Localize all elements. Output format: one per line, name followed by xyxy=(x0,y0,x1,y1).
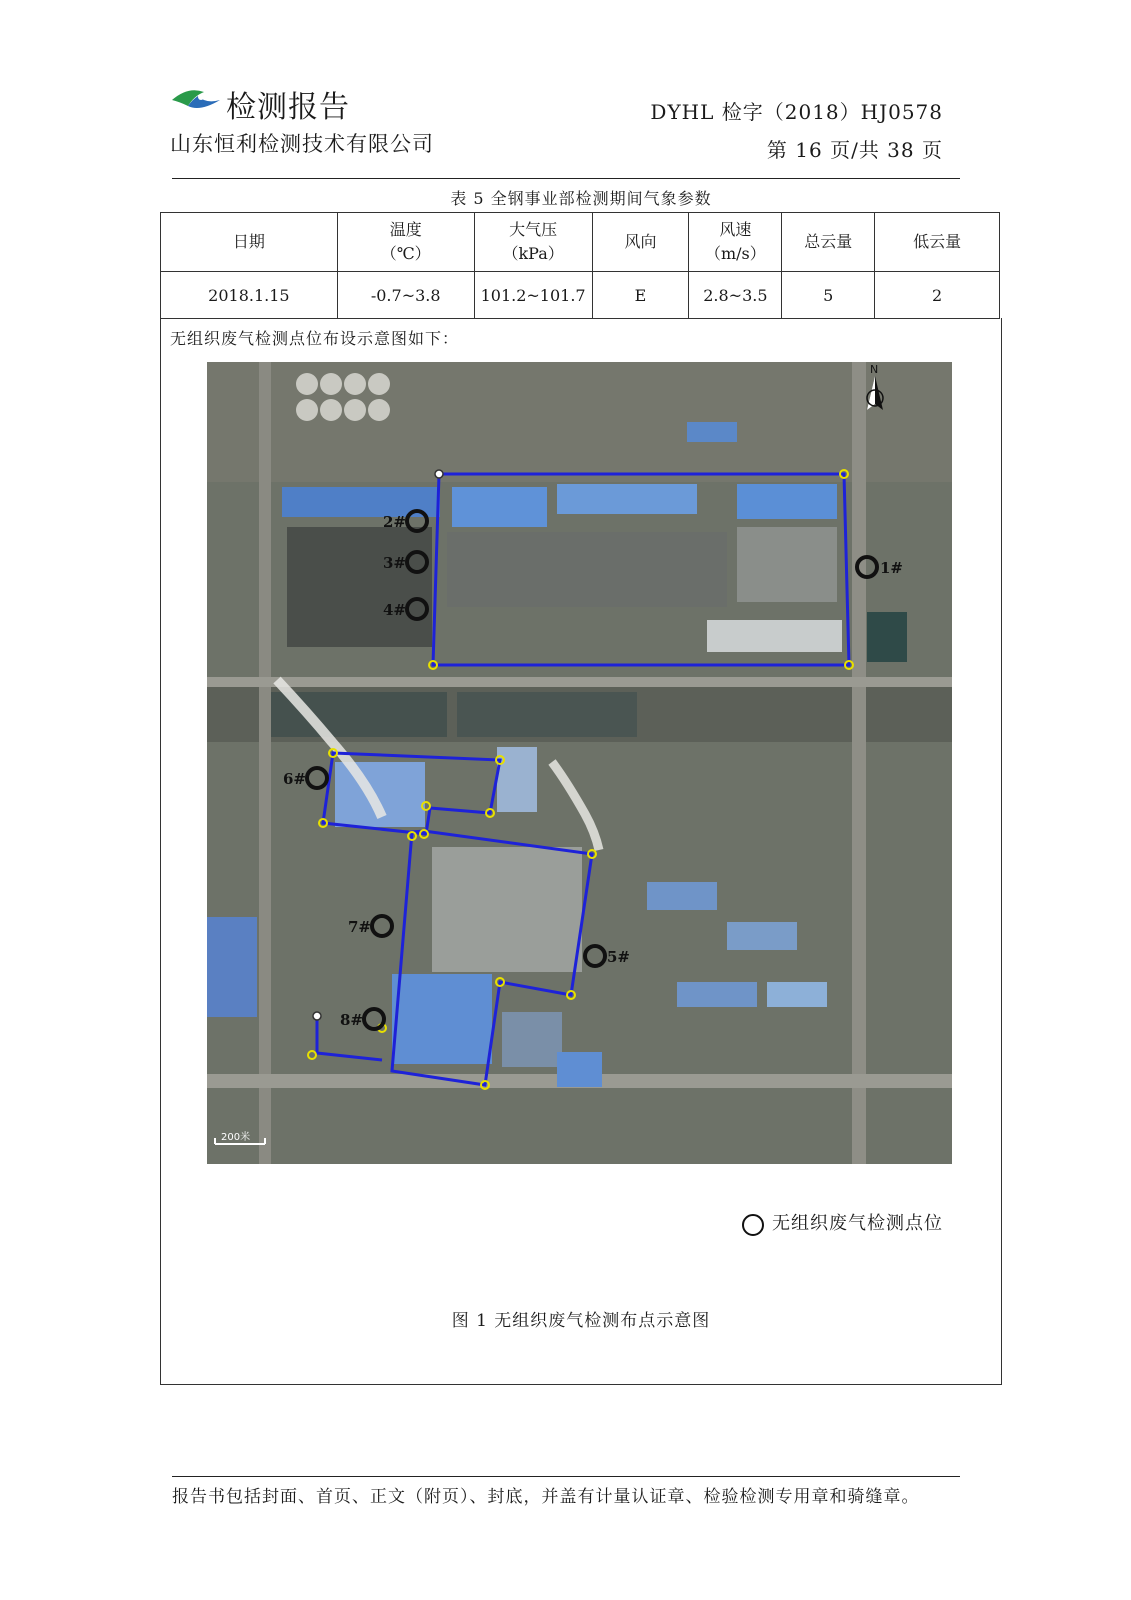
header-pressure: 大气压 （kPa） xyxy=(474,213,592,272)
point-label-6: 6# xyxy=(283,770,307,788)
cell-low-cloud: 2 xyxy=(875,272,1000,319)
map-intro-text: 无组织废气检测点位布设示意图如下： xyxy=(170,329,460,348)
header-date: 日期 xyxy=(161,213,338,272)
page-indicator: 第 16 页/共 38 页 xyxy=(766,138,943,162)
north-label: N xyxy=(870,363,879,376)
point-label-3: 3# xyxy=(383,554,407,572)
cell-temperature: -0.7~3.8 xyxy=(337,272,474,319)
header-total-cloud: 总云量 xyxy=(782,213,875,272)
meteorological-table xyxy=(160,212,1000,319)
header-wind-direction: 风向 xyxy=(592,213,689,272)
map-background xyxy=(207,362,952,1164)
point-label-5: 5# xyxy=(607,948,631,966)
legend-label: 无组织废气检测点位 xyxy=(772,1213,943,1234)
table-row xyxy=(161,272,1000,319)
cell-total-cloud: 5 xyxy=(782,272,875,319)
legend-marker-icon xyxy=(742,1214,764,1236)
figure-caption: 图 1 无组织废气检测布点示意图 xyxy=(451,1311,711,1331)
point-label-4: 4# xyxy=(383,601,407,619)
header-divider xyxy=(172,178,960,179)
point-label-8: 8# xyxy=(340,1011,364,1029)
footer-divider xyxy=(172,1476,960,1477)
report-brand-title: 检测报告 xyxy=(226,90,350,125)
company-name: 山东恒利检测技术有限公司 xyxy=(170,132,434,156)
header-low-cloud: 低云量 xyxy=(875,213,1000,272)
point-label-1: 1# xyxy=(880,559,904,577)
cell-wind-direction: E xyxy=(592,272,689,319)
report-number: DYHL 检字（2018）HJ0578 xyxy=(650,100,943,124)
cell-wind-speed: 2.8~3.5 xyxy=(689,272,782,319)
satellite-map xyxy=(207,362,952,1164)
scale-label: 200米 xyxy=(221,1132,251,1143)
header-temperature: 温度 （℃） xyxy=(337,213,474,272)
cell-date: 2018.1.15 xyxy=(161,272,338,319)
table-title: 表 5 全钢事业部检测期间气象参数 xyxy=(450,189,712,208)
point-label-2: 2# xyxy=(383,513,407,531)
header-wind-speed: 风速 （m/s） xyxy=(689,213,782,272)
company-logo-icon xyxy=(170,82,222,116)
footer-note: 报告书包括封面、首页、正文（附页）、封底，并盖有计量认证章、检验检测专用章和骑缝章。 xyxy=(172,1487,920,1507)
point-label-7: 7# xyxy=(348,918,372,936)
table-header-row xyxy=(161,213,1000,272)
cell-pressure: 101.2~101.7 xyxy=(474,272,592,319)
